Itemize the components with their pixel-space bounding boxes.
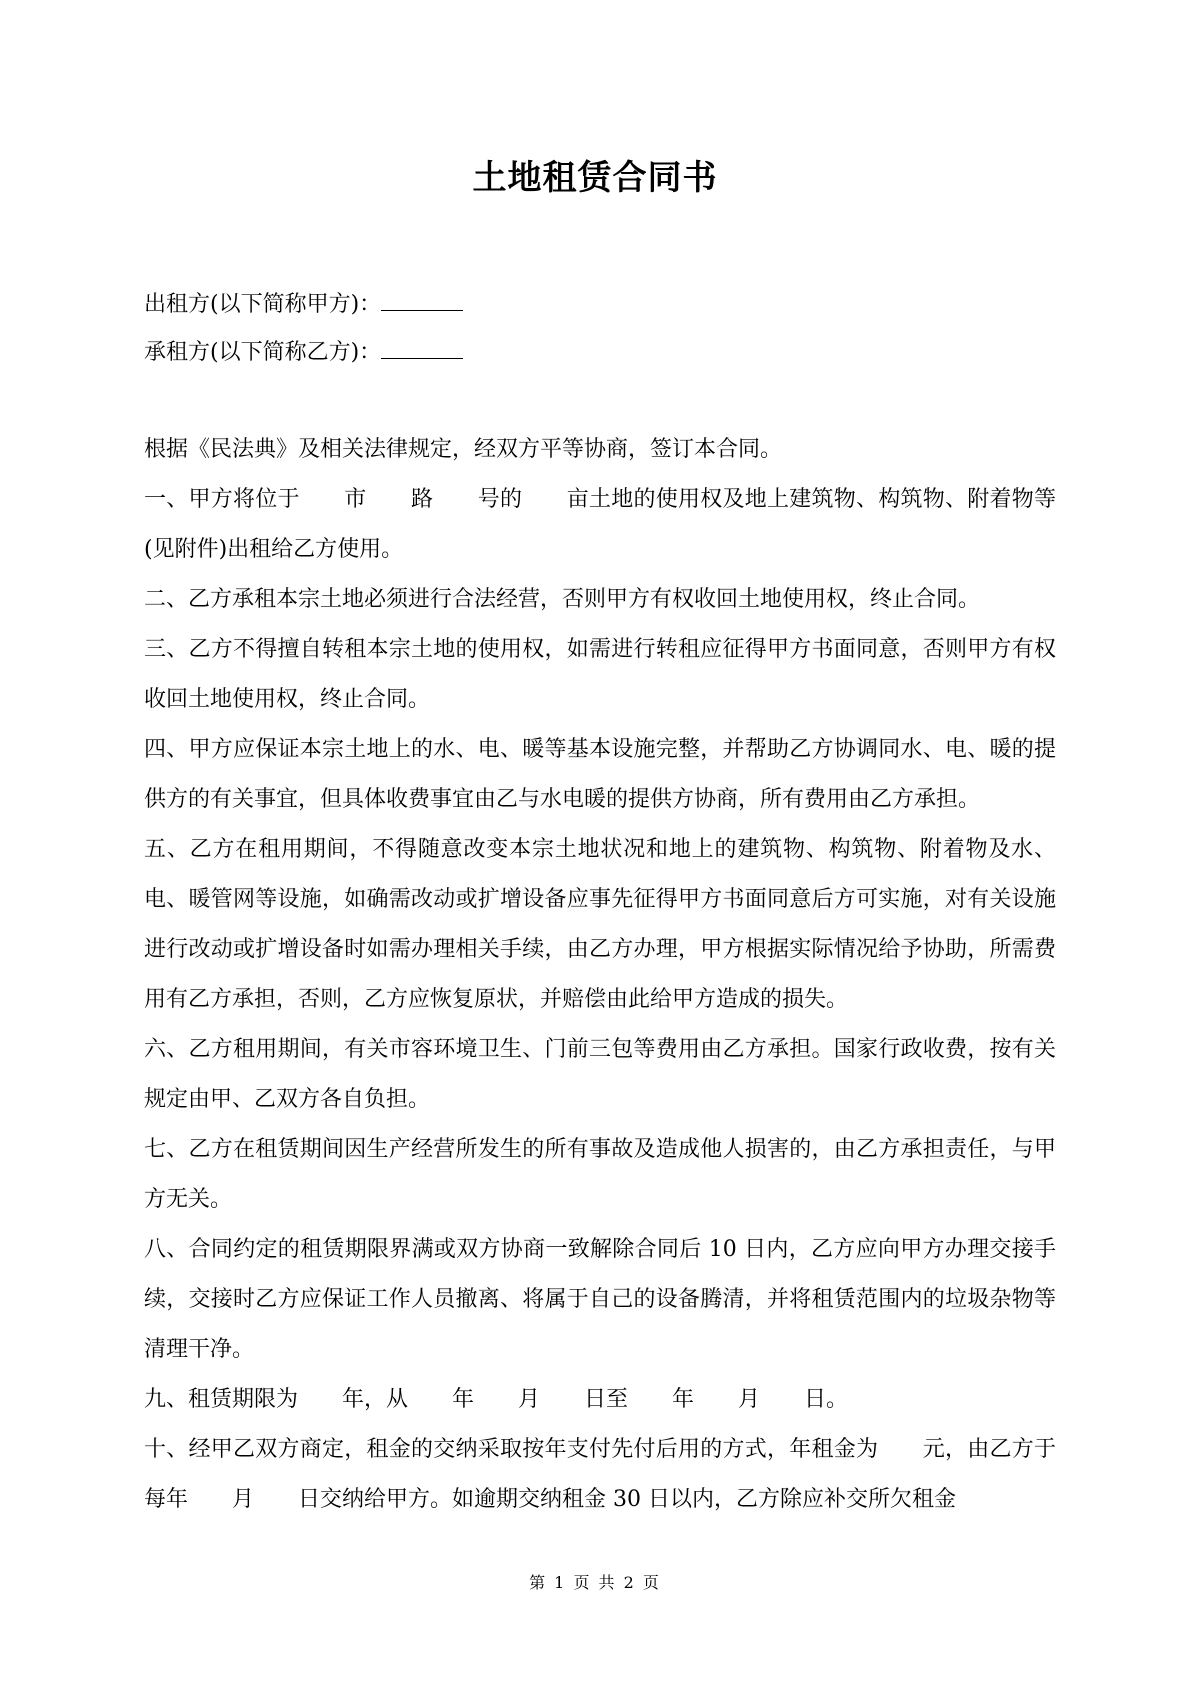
clause-6: 六、乙方租用期间，有关市容环境卫生、门前三包等费用由乙方承担。国家行政收费，按有关规定由甲、乙双方各自负担。	[144, 1037, 1056, 1112]
contract-body	[144, 425, 1056, 1525]
lessor-label: 出租方(以下简称甲方)：	[144, 292, 382, 317]
lessee-label: 承租方(以下简称乙方)：	[144, 340, 382, 365]
page-number-footer: 第 1 页 共 2 页	[529, 1573, 661, 1592]
clause-7: 七、乙方在租赁期间因生产经营所发生的所有事故及造成他人损害的，由乙方承担责任，与甲方无关。	[144, 1137, 1056, 1212]
lessee-blank	[381, 336, 463, 359]
clause-5: 五、乙方在租用期间，不得随意改变本宗土地状况和地上的建筑物、构筑物、附着物及水、电、暖管网等设施，如确需改动或扩增设备应事先征得甲方书面同意后方可实施，对有关设施进行改动或扩增设备时如需办理相关手续，由乙方办理，甲方根据实际情况给予协助，所需费用有乙方承担，否则，乙方应恢复原状，并赔偿由此给甲方造成的损失。	[144, 837, 1056, 1012]
clause-3: 三、乙方不得擅自转租本宗土地的使用权，如需进行转租应征得甲方书面同意，否则甲方有权收回土地使用权，终止合同。	[144, 637, 1056, 712]
lessor-line	[144, 288, 463, 320]
clause-9: 九、租赁期限为 年，从 年 月 日至 年 月 日。	[144, 1387, 849, 1412]
clause-10: 十、经甲乙双方商定，租金的交纳采取按年支付先付后用的方式，年租金为 元，由乙方于每年 月 日交纳给甲方。如逾期交纳租金 30 日以内，乙方除应补交所欠租金	[144, 1437, 1056, 1512]
clause-4: 四、甲方应保证本宗土地上的水、电、暖等基本设施完整，并帮助乙方协调同水、电、暖的提供方的有关事宜，但具体收费事宜由乙与水电暖的提供方协商，所有费用由乙方承担。	[144, 737, 1056, 812]
paragraph-preamble: 根据《民法典》及相关法律规定，经双方平等协商，签订本合同。	[144, 437, 783, 462]
clause-8: 八、合同约定的租赁期限界满或双方协商一致解除合同后 10 日内，乙方应向甲方办理交接手续，交接时乙方应保证工作人员撤离、将属于自己的设备腾清，并将租赁范围内的垃圾杂物等清理干净。	[144, 1237, 1056, 1362]
clause-2: 二、乙方承租本宗土地必须进行合法经营，否则甲方有权收回土地使用权，终止合同。	[144, 587, 981, 612]
document-title: 土地租赁合同书	[472, 158, 718, 198]
lessee-line	[144, 336, 463, 368]
clause-1: 一、甲方将位于 市 路 号的 亩土地的使用权及地上建筑物、构筑物、附着物等(见附件)出租给乙方使用。	[144, 487, 1056, 562]
lessor-blank	[381, 288, 463, 311]
